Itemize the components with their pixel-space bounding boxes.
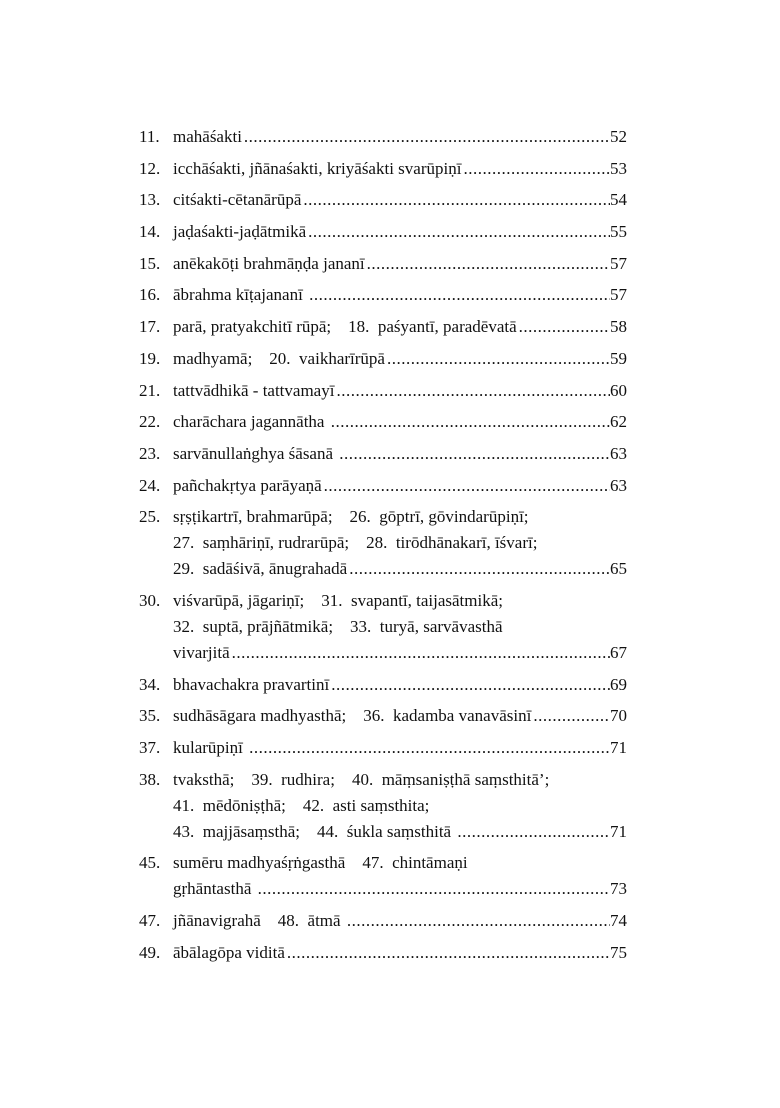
dot-leader (249, 735, 610, 761)
toc-entry (139, 409, 627, 435)
page-number: 57 (610, 253, 627, 273)
entry-number: 12. (139, 158, 161, 178)
entry-body (173, 346, 627, 372)
entry-body (173, 314, 627, 340)
entry-title: tattvādhikā - tattvamayī (173, 380, 335, 400)
page-number: 59 (610, 348, 627, 368)
entry-body (173, 908, 627, 934)
entry-number: 47. (139, 911, 161, 931)
entry-number: 23. (139, 443, 161, 463)
toc-entry (139, 441, 627, 467)
entry-title: 27. saṃhāriṇī, rudrarūpā; 28. tirōdhānakarī, īśvarī; (173, 533, 538, 553)
entry-line (173, 409, 627, 435)
entry-number: 15. (139, 253, 161, 273)
entry-title: sumēru madhyaśṛṅgasthā 47. chintāmaṇi (173, 853, 468, 873)
entry-line (173, 282, 627, 308)
page-number: 67 (610, 642, 627, 662)
entry-line (173, 588, 627, 614)
entry-body (173, 251, 627, 277)
entry-number: 49. (139, 942, 161, 962)
entry-title: sṛṣṭikartrī, brahmarūpā; 26. gōptrī, gōvindarūpiṇī; (173, 507, 529, 527)
entry-body (173, 187, 627, 213)
entry-title: 41. mēdōniṣṭhā; 42. asti saṃsthita; (173, 795, 430, 815)
toc-entry (139, 940, 627, 966)
dot-leader (463, 156, 610, 182)
page-number: 54 (610, 190, 627, 210)
toc-entry (139, 219, 627, 245)
dot-leader (309, 282, 610, 308)
toc-entry (139, 346, 627, 372)
table-of-contents (139, 124, 627, 971)
entry-line (173, 378, 627, 404)
entry-line (173, 473, 627, 499)
entry-number: 21. (139, 380, 161, 400)
entry-line (173, 703, 627, 729)
page-number: 57 (610, 285, 627, 305)
entry-line (173, 908, 627, 934)
entry-body (173, 672, 627, 698)
dot-leader (533, 703, 610, 729)
entry-title: ābrahma kīṭajananī (173, 285, 308, 305)
entry-title: 29. sadāśivā, ānugrahadā (173, 559, 348, 579)
entry-number: 35. (139, 706, 161, 726)
toc-entry (139, 251, 627, 277)
dot-leader (387, 346, 610, 372)
entry-title: pañchakṛtya parāyaṇā (173, 475, 322, 495)
entry-line (173, 346, 627, 372)
entry-number: 45. (139, 853, 161, 873)
toc-entry (139, 378, 627, 404)
entry-number: 38. (139, 769, 161, 789)
dot-leader (336, 378, 610, 404)
entry-line (173, 614, 627, 640)
entry-body (173, 441, 627, 467)
toc-entry (139, 735, 627, 761)
entry-title: madhyamā; 20. vaikharīrūpā (173, 348, 385, 368)
entry-line (173, 767, 627, 793)
toc-entry (139, 156, 627, 182)
entry-line (173, 504, 627, 530)
entry-body (173, 124, 627, 150)
entry-number: 16. (139, 285, 161, 305)
entry-line (173, 672, 627, 698)
dot-leader (308, 219, 610, 245)
toc-entry (139, 767, 627, 845)
entry-body (173, 219, 627, 245)
entry-number: 37. (139, 738, 161, 757)
dot-leader (287, 940, 610, 966)
toc-entry (139, 473, 627, 499)
entry-line (173, 441, 627, 467)
dot-leader (347, 908, 610, 934)
entry-number: 22. (139, 412, 161, 432)
entry-title: ābālagōpa viditā (173, 942, 285, 962)
page-number: 55 (610, 222, 627, 242)
entry-number: 11. (139, 127, 160, 146)
dot-leader (519, 314, 610, 340)
entry-title: kularūpiṇī (173, 738, 248, 757)
entry-title: 43. majjāsaṃsthā; 44. śukla saṃsthitā (173, 821, 456, 841)
entry-body (173, 940, 627, 966)
entry-line (173, 640, 627, 666)
entry-title: icchāśakti, jñānaśakti, kriyāśakti svarūpiṇī (173, 158, 462, 178)
dot-leader (244, 124, 610, 150)
entry-body (173, 767, 627, 845)
toc-entry (139, 588, 627, 666)
entry-line (173, 219, 627, 245)
toc-entry (139, 124, 627, 150)
entry-number: 25. (139, 507, 161, 527)
toc-entry (139, 703, 627, 729)
entry-title: parā, pratyakchitī rūpā; 18. paśyantī, paradēvatā (173, 317, 517, 337)
entry-title: anēkakōṭi brahmāṇḍa jananī (173, 253, 365, 273)
page-number: 58 (610, 317, 627, 337)
entry-title: tvaksthā; 39. rudhira; 40. māṃsaniṣṭhā saṃsthitā’; (173, 769, 550, 789)
entry-number: 14. (139, 222, 161, 242)
entry-number: 30. (139, 590, 161, 610)
entry-title: gṛhāntasthā (173, 879, 256, 899)
page-number: 73 (610, 879, 627, 899)
entry-body (173, 473, 627, 499)
entry-body (173, 735, 627, 761)
entry-line (173, 124, 627, 150)
entry-body (173, 850, 627, 902)
entry-line (173, 556, 627, 582)
entry-title: sarvānullaṅghya śāsanā (173, 443, 338, 463)
page-number: 74 (610, 911, 627, 931)
entry-title: 32. suptā, prājñātmikā; 33. turyā, sarvāvasthā (173, 616, 503, 636)
dot-leader (232, 640, 610, 666)
page-number: 70 (610, 706, 627, 726)
entry-body (173, 156, 627, 182)
toc-entry (139, 187, 627, 213)
entry-line (173, 530, 627, 556)
dot-leader (258, 876, 610, 902)
dot-leader (457, 819, 610, 845)
entry-line (173, 187, 627, 213)
toc-entry (139, 314, 627, 340)
entry-title: jaḍaśakti-jaḍātmikā (173, 222, 307, 242)
dot-leader (367, 251, 610, 277)
entry-line (173, 940, 627, 966)
toc-entry (139, 672, 627, 698)
entry-body (173, 282, 627, 308)
entry-number: 17. (139, 317, 161, 337)
entry-number: 24. (139, 475, 161, 495)
entry-body (173, 703, 627, 729)
page-number: 60 (610, 380, 627, 400)
page-number: 52 (610, 127, 627, 146)
page-number: 53 (610, 158, 627, 178)
entry-title: jñānavigrahā 48. ātmā (173, 911, 345, 931)
dot-leader (339, 441, 610, 467)
entry-line (173, 876, 627, 902)
entry-line (173, 156, 627, 182)
page-number: 69 (610, 674, 627, 694)
dot-leader (331, 672, 610, 698)
entry-number: 13. (139, 190, 161, 210)
page-number: 71 (610, 738, 627, 757)
toc-entry (139, 908, 627, 934)
entry-line (173, 251, 627, 277)
entry-line (173, 819, 627, 845)
page-number: 75 (610, 942, 627, 962)
page-number: 63 (610, 475, 627, 495)
dot-leader (324, 473, 610, 499)
entry-body (173, 504, 627, 582)
entry-body (173, 409, 627, 435)
entry-number: 34. (139, 674, 161, 694)
entry-line (173, 850, 627, 876)
entry-title: mahāśakti (173, 127, 242, 146)
page-number: 62 (610, 412, 627, 432)
entry-title: bhavachakra pravartinī (173, 674, 330, 694)
entry-title: sudhāsāgara madhyasthā; 36. kadamba vanavāsinī (173, 706, 532, 726)
entry-number: 19. (139, 348, 161, 368)
page-number: 71 (610, 821, 627, 841)
entry-title: viśvarūpā, jāgariṇī; 31. svapantī, taijasātmikā; (173, 590, 503, 610)
entry-line (173, 735, 627, 761)
page-number: 65 (610, 559, 627, 579)
toc-entry (139, 504, 627, 582)
toc-entry (139, 282, 627, 308)
entry-line (173, 314, 627, 340)
dot-leader (303, 187, 610, 213)
entry-title: citśakti-cētanārūpā (173, 190, 302, 210)
entry-body (173, 588, 627, 666)
dot-leader (349, 556, 610, 582)
entry-body (173, 378, 627, 404)
toc-entry (139, 850, 627, 902)
entry-title: charāchara jagannātha (173, 412, 329, 432)
entry-title: vivarjitā (173, 642, 230, 662)
page-number: 63 (610, 443, 627, 463)
entry-line (173, 793, 627, 819)
dot-leader (331, 409, 610, 435)
